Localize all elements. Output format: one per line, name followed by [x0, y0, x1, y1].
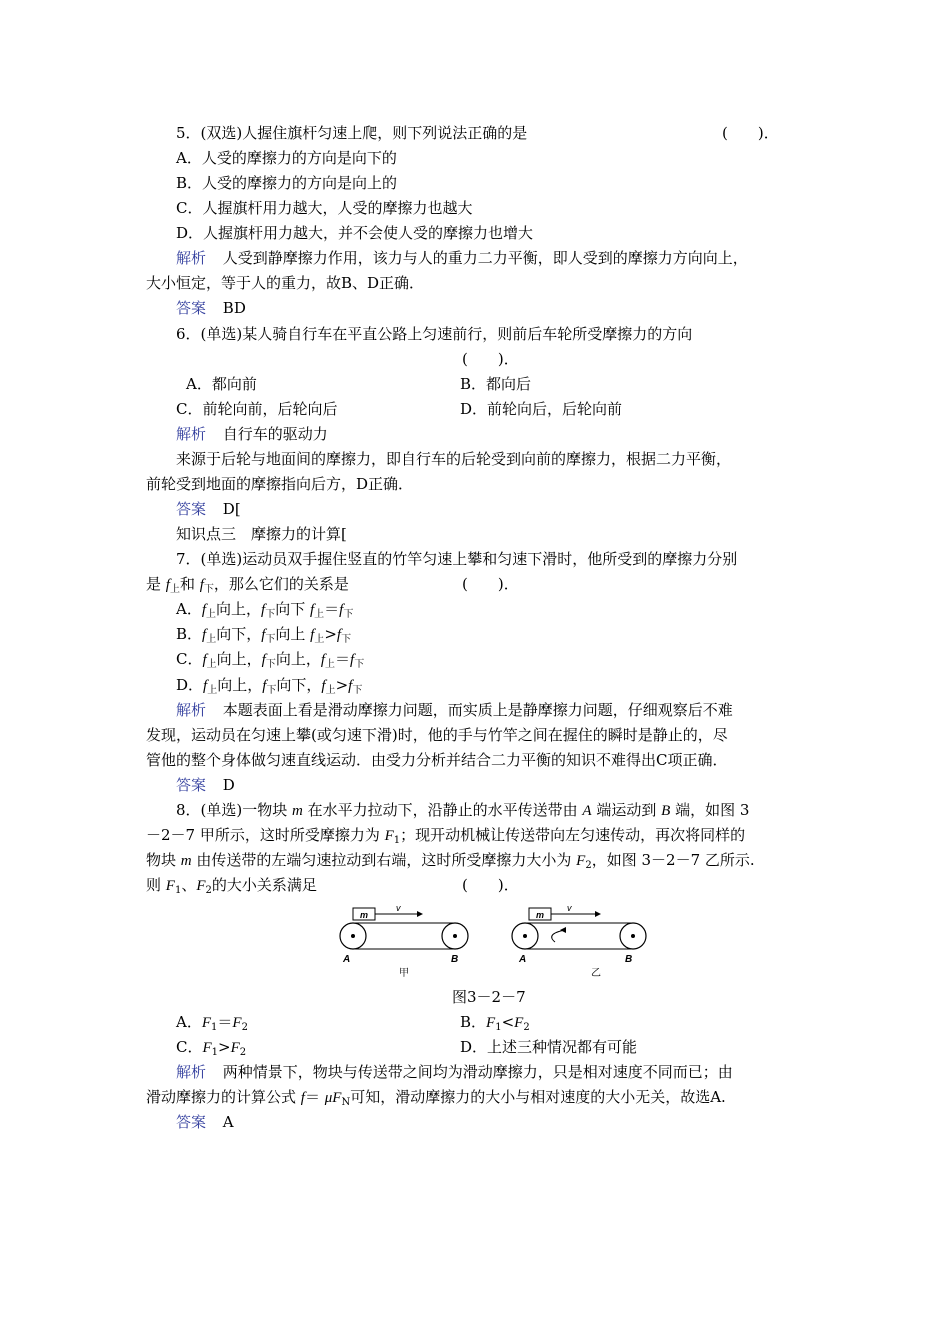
q7-option-d: D．$f_上$向上，$f_下$向下，$f_上>f_下$ [176, 676, 363, 696]
q8-stem-1: 8．(单选)一物块 m 在水平力拉动下，沿静止的水平传送带由 A 端运动到 B 端，如图 3 [176, 801, 750, 819]
q5-analysis-cont: 大小恒定，等于人的重力，故B、D正确． [146, 274, 425, 292]
velocity-label-jia: v [396, 904, 401, 913]
figure-caption: 图3－2－7 [452, 988, 526, 1006]
q7-analysis-cont-2: 管他的整个身体做匀速直线运动．由受力分析并结合二力平衡的知识不难得出C项正确． [146, 751, 728, 769]
end-b-yi: B [625, 954, 633, 965]
q6-option-b: B．都向后 [460, 375, 532, 393]
conveyor-jia [340, 904, 468, 979]
end-b-jia: B [451, 954, 459, 965]
q8-stem-4-tail: 的大小关系满足 [211, 876, 317, 894]
q5-answer-value: BD [222, 299, 246, 317]
q5-answer [176, 298, 246, 318]
conveyor-figure [333, 904, 663, 982]
q8-analysis-cont: 滑动摩擦力的计算公式 $f= \mu F_N$可知，滑动摩擦力的大小与相对速度的大小无关，故选A. [146, 1088, 726, 1108]
q8-analysis [176, 1062, 733, 1082]
q6-option-c: C．前轮向前，后轮向后 [176, 400, 338, 418]
q7-answer-value: D [222, 776, 235, 794]
analysis-label: 解析 [176, 1063, 207, 1081]
q7-paren: ( )． [462, 575, 519, 593]
q6-option-a: A．都向前 [186, 375, 257, 393]
q8-option-b: B．$F_1<F_2$ [460, 1013, 530, 1033]
q7-analysis-cont-1: 发现，运动员在匀速上攀(或匀速下滑)时，他的手与竹竿之间在握住的瞬时是静止的，尽 [146, 726, 728, 744]
q7-option-b: B．$f_上$向下，$f_下$向上 $f_上>f_下$ [176, 625, 352, 645]
q8-answer [176, 1112, 234, 1132]
q7-stem: 7．(单选)运动员双手握住竖直的竹竿匀速上攀和匀速下滑时，他所受到的摩擦力分别 [176, 550, 738, 568]
end-a-yi: A [519, 954, 527, 965]
q5-analysis [176, 248, 748, 268]
q6-analysis-text: 自行车的驱动力 [222, 425, 328, 443]
block-m-jia-label: m [359, 910, 369, 920]
analysis-label: 解析 [176, 249, 207, 267]
rotation-arrow-yi [552, 930, 565, 942]
pulley-b-yi-axle [631, 934, 635, 938]
q5-stem: 5．(双选)人握住旗杆匀速上爬，则下列说法正确的是 [176, 124, 528, 142]
q8-option-d: D．上述三种情况都有可能 [460, 1038, 638, 1056]
answer-label: 答案 [176, 299, 207, 317]
q8-paren: ( )． [462, 876, 519, 894]
q6-analysis [176, 424, 328, 444]
q7-stem-cont: 是 $f_上$和 $f_下$，那么它们的关系是 [146, 575, 349, 595]
analysis-label: 解析 [176, 701, 207, 719]
q8-option-c: C．$F_1>F_2$ [176, 1038, 247, 1058]
answer-label: 答案 [176, 500, 207, 518]
section-heading: 知识点三 摩擦力的计算[ [176, 525, 347, 543]
block-m-yi-label: m [535, 910, 545, 920]
q8-stem-4: 则 $F_1$、$F_2$的大小关系满足 [146, 876, 317, 896]
q7-analysis-text: 本题表面上看是滑动摩擦力问题，而实质上是静摩擦力问题，仔细观察后不难 [222, 701, 733, 719]
q6-analysis-cont-1: 来源于后轮与地面间的摩擦力，即自行车的后轮受到向前的摩擦力，根据二力平衡， [176, 450, 732, 468]
q6-answer [176, 499, 241, 519]
velocity-arrowhead-yi [595, 911, 601, 917]
q7-option-c: C．$f_上$向上，$f_下$向上，$f_上=f_下$ [176, 650, 365, 670]
q5-option-a: A．人受的摩擦力的方向是向下的 [176, 149, 397, 167]
analysis-label: 解析 [176, 425, 207, 443]
q6-analysis-cont-2: 前轮受到地面的摩擦指向后方，D正确． [146, 475, 414, 493]
q6-answer-value: D[ [222, 500, 241, 518]
answer-label: 答案 [176, 1113, 207, 1131]
q6-stem: 6．(单选)某人骑自行车在平直公路上匀速前行，则前后车轮所受摩擦力的方向 [176, 325, 693, 343]
q8-answer-value: A [222, 1113, 234, 1131]
label-yi: 乙 [591, 968, 601, 979]
q7-analysis [176, 700, 733, 720]
q8-stem-3: 物块 m 由传送带的左端匀速拉动到右端，这时所受摩擦力大小为 $F_2$，如图 3－2－7 乙所示. [146, 851, 755, 871]
q7-answer [176, 775, 235, 795]
answer-label: 答案 [176, 776, 207, 794]
q7-option-a: A．$f_上$向上，$f_下$向下 $f_上=f_下$ [176, 600, 354, 620]
label-jia: 甲 [399, 968, 409, 979]
q8-analysis-tail: 可知，滑动摩擦力的大小与相对速度的大小无关，故选A. [350, 1088, 726, 1106]
pulley-a-jia-axle [351, 934, 355, 938]
rotation-arrowhead-yi [560, 927, 566, 933]
q5-option-d: D．人握旗杆用力越大，并不会使人受的摩擦力也增大 [176, 224, 534, 242]
end-a-jia: A [343, 954, 351, 965]
q6-paren: ( )． [462, 350, 519, 368]
pulley-a-yi-axle [523, 934, 527, 938]
q8-stem-2: －2－7 甲所示，这时所受摩擦力为 $F_1$；现开动机械让传送带向左匀速传动，再次将同样的 [146, 826, 746, 846]
pulley-b-jia-axle [453, 934, 457, 938]
velocity-label-yi: v [567, 904, 572, 913]
q8-option-a: A．$F_1=F_2$ [176, 1013, 248, 1033]
q5-option-b: B．人受的摩擦力的方向是向上的 [176, 174, 398, 192]
q5-analysis-text: 人受到静摩擦力作用，该力与人的重力二力平衡，即人受到的摩擦力方向向上， [222, 249, 748, 267]
q6-option-d: D．前轮向后，后轮向前 [460, 400, 623, 418]
conveyor-yi [512, 904, 646, 979]
q5-option-c: C．人握旗杆用力越大，人受的摩擦力也越大 [176, 199, 473, 217]
velocity-arrowhead-jia [417, 911, 423, 917]
q8-analysis-text: 两种情景下，物块与传送带之间均为滑动摩擦力，只是相对速度不同而已；由 [222, 1063, 733, 1081]
q5-paren: ( )． [722, 124, 779, 142]
